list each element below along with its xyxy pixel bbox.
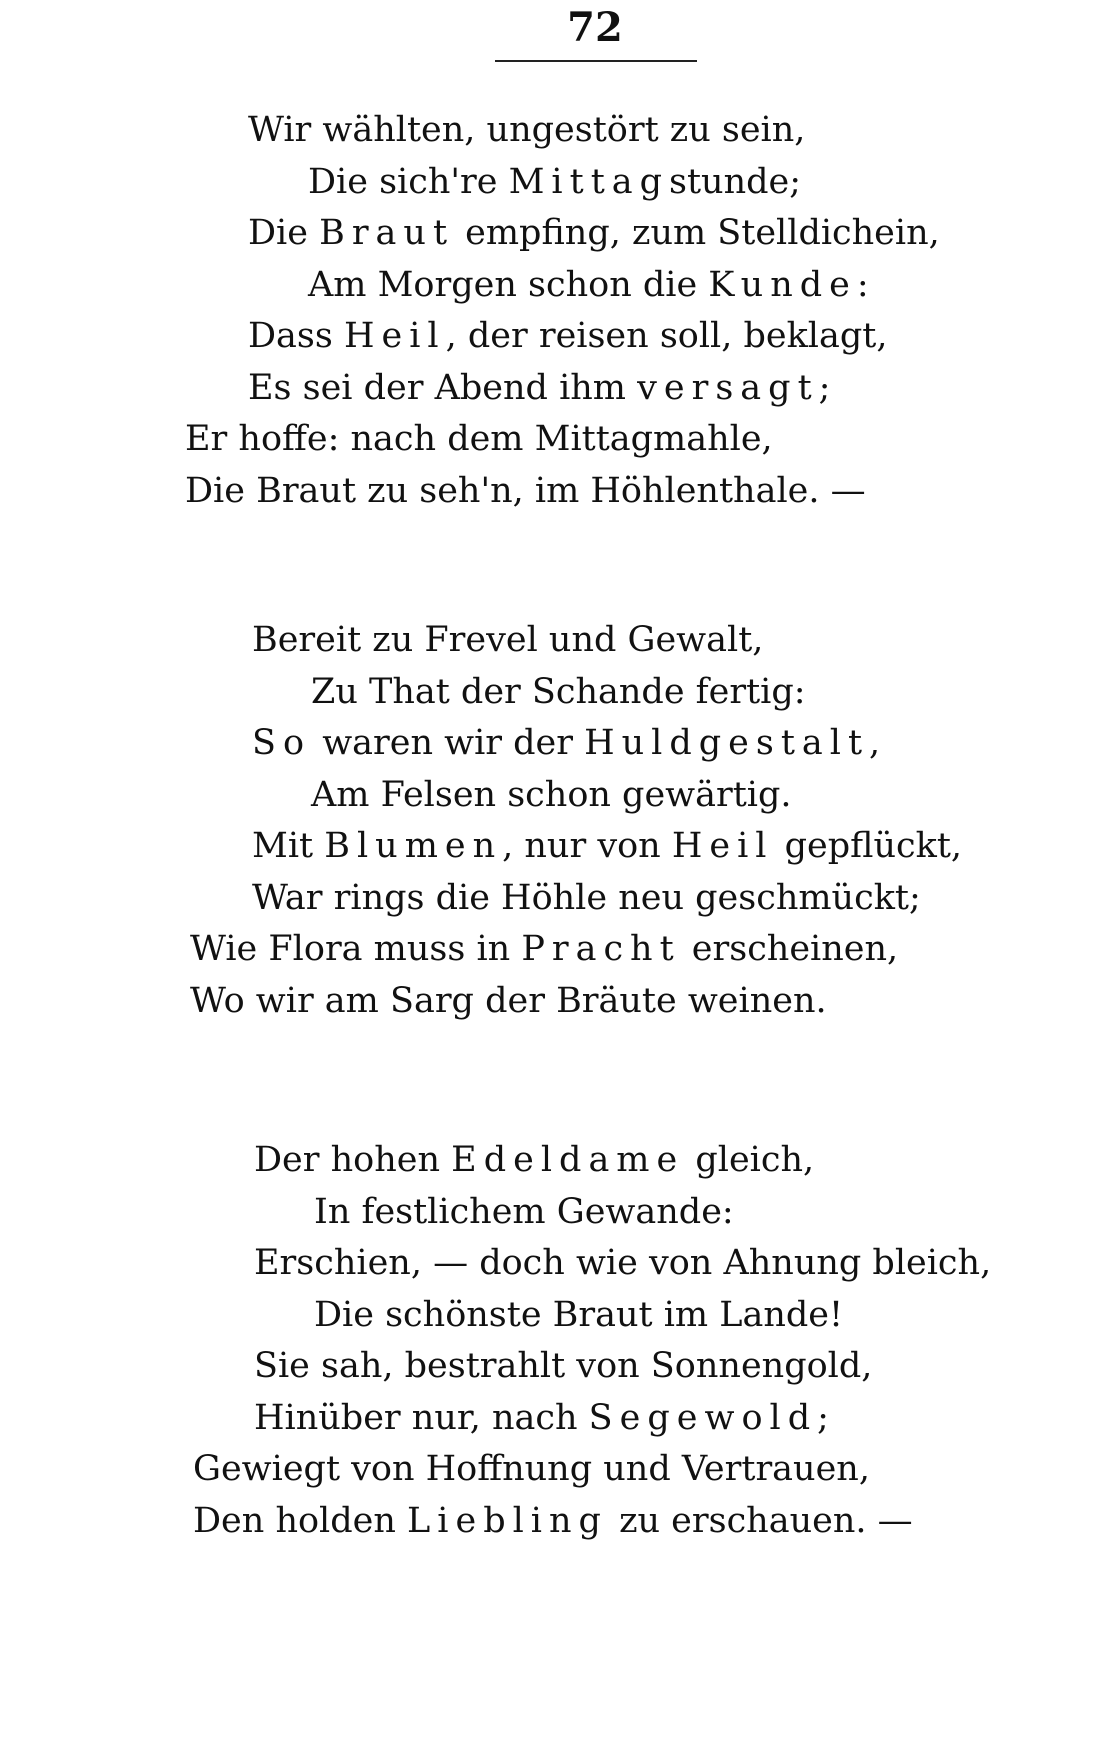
spaced-emphasis: So xyxy=(252,723,312,763)
verse-line xyxy=(254,1396,829,1440)
spaced-emphasis: Segewold xyxy=(588,1397,818,1438)
spaced-emphasis: Liebling xyxy=(407,1500,608,1541)
verse-text: Es sei der Abend ihm xyxy=(248,367,638,408)
spaced-emphasis: Mittag xyxy=(508,161,670,202)
verse-text: gepflückt, xyxy=(773,826,963,866)
verse-text: Die Braut zu seh'n, im Höhlenthale. — xyxy=(185,470,866,511)
verse-text: Zu That der Schande fertig: xyxy=(311,671,806,712)
verse-line xyxy=(252,721,880,765)
verse-text: stunde; xyxy=(669,161,802,202)
page-number: 72 xyxy=(567,4,623,51)
verse-text: ; xyxy=(817,1397,829,1438)
verse-text: erscheinen, xyxy=(680,929,899,969)
verse-line xyxy=(314,1190,734,1234)
spaced-emphasis: Pracht xyxy=(521,929,681,969)
verse-text: Gewiegt von Hoffnung und Vertrauen, xyxy=(193,1449,870,1489)
verse-text: zu erschauen. — xyxy=(607,1500,913,1541)
verse-text: ; xyxy=(818,367,831,408)
verse-text: Wie Flora muss in xyxy=(190,929,522,969)
verse-text: Am Morgen schon die xyxy=(308,264,709,305)
verse-text: Den holden xyxy=(193,1500,408,1541)
spaced-emphasis: versagt xyxy=(637,367,819,408)
verse-text: waren wir der xyxy=(311,723,585,763)
verse-text: empfing, zum Stelldichein, xyxy=(454,213,940,253)
verse-line xyxy=(248,366,830,410)
verse-text: gleich, xyxy=(684,1140,815,1180)
verse-text: Am Felsen schon gewärtig. xyxy=(311,774,792,815)
verse-text: Sie sah, bestrahlt von Sonnengold, xyxy=(254,1346,873,1386)
verse-text: : xyxy=(856,264,869,305)
spaced-emphasis: Braut xyxy=(319,213,455,253)
verse-text: Wir wählten, ungestört zu sein, xyxy=(248,110,806,150)
verse-line xyxy=(248,314,887,358)
verse-text: Der hohen xyxy=(254,1140,452,1180)
verse-text: Die xyxy=(248,213,320,253)
spaced-emphasis: Heil xyxy=(343,316,446,356)
spaced-emphasis: Huldgestalt xyxy=(584,723,870,763)
verse-line xyxy=(248,108,805,152)
verse-line xyxy=(254,1241,991,1285)
verse-line xyxy=(308,160,801,204)
verse-text: Er hoffe: nach dem Mittagmahle, xyxy=(185,419,773,459)
verse-text: Dass xyxy=(248,316,344,356)
verse-text: Die schönste Braut im Lande! xyxy=(314,1294,844,1335)
verse-line xyxy=(311,670,806,714)
verse-text: , der reisen soll, beklagt, xyxy=(445,316,888,356)
verse-text: , nur von xyxy=(502,826,672,866)
verse-line xyxy=(185,417,773,461)
verse-line xyxy=(190,927,898,971)
verse-line xyxy=(193,1447,870,1491)
spaced-emphasis: Heil xyxy=(671,826,774,866)
verse-text: In festlichem Gewande: xyxy=(314,1191,734,1232)
verse-text: Bereit zu Frevel und Gewalt, xyxy=(252,620,764,660)
verse-line xyxy=(252,824,962,868)
spaced-emphasis: Kunde xyxy=(708,264,857,305)
verse-line xyxy=(190,979,827,1023)
spaced-emphasis: Blumen xyxy=(324,826,503,866)
verse-text: Mit xyxy=(252,826,325,866)
verse-line xyxy=(311,773,792,817)
spaced-emphasis: Edeldame xyxy=(451,1140,685,1180)
verse-line xyxy=(254,1344,872,1388)
verse-text: Wo wir am Sarg der Bräute weinen. xyxy=(190,980,827,1021)
verse-line xyxy=(308,263,869,307)
verse-line xyxy=(185,469,866,513)
verse-line xyxy=(314,1293,843,1337)
verse-text: Hinüber nur, nach xyxy=(254,1397,589,1438)
verse-text: War rings die Höhle neu geschmückt; xyxy=(252,877,921,918)
verse-text: Die sich're xyxy=(308,161,509,202)
verse-line xyxy=(252,618,763,662)
header-rule xyxy=(495,60,697,62)
verse-line xyxy=(254,1138,814,1182)
verse-line xyxy=(193,1499,913,1543)
verse-text: , xyxy=(869,723,881,763)
verse-line xyxy=(248,211,940,255)
verse-text: Erschien, — doch wie von Ahnung bleich, xyxy=(254,1243,992,1283)
verse-line xyxy=(252,876,921,920)
